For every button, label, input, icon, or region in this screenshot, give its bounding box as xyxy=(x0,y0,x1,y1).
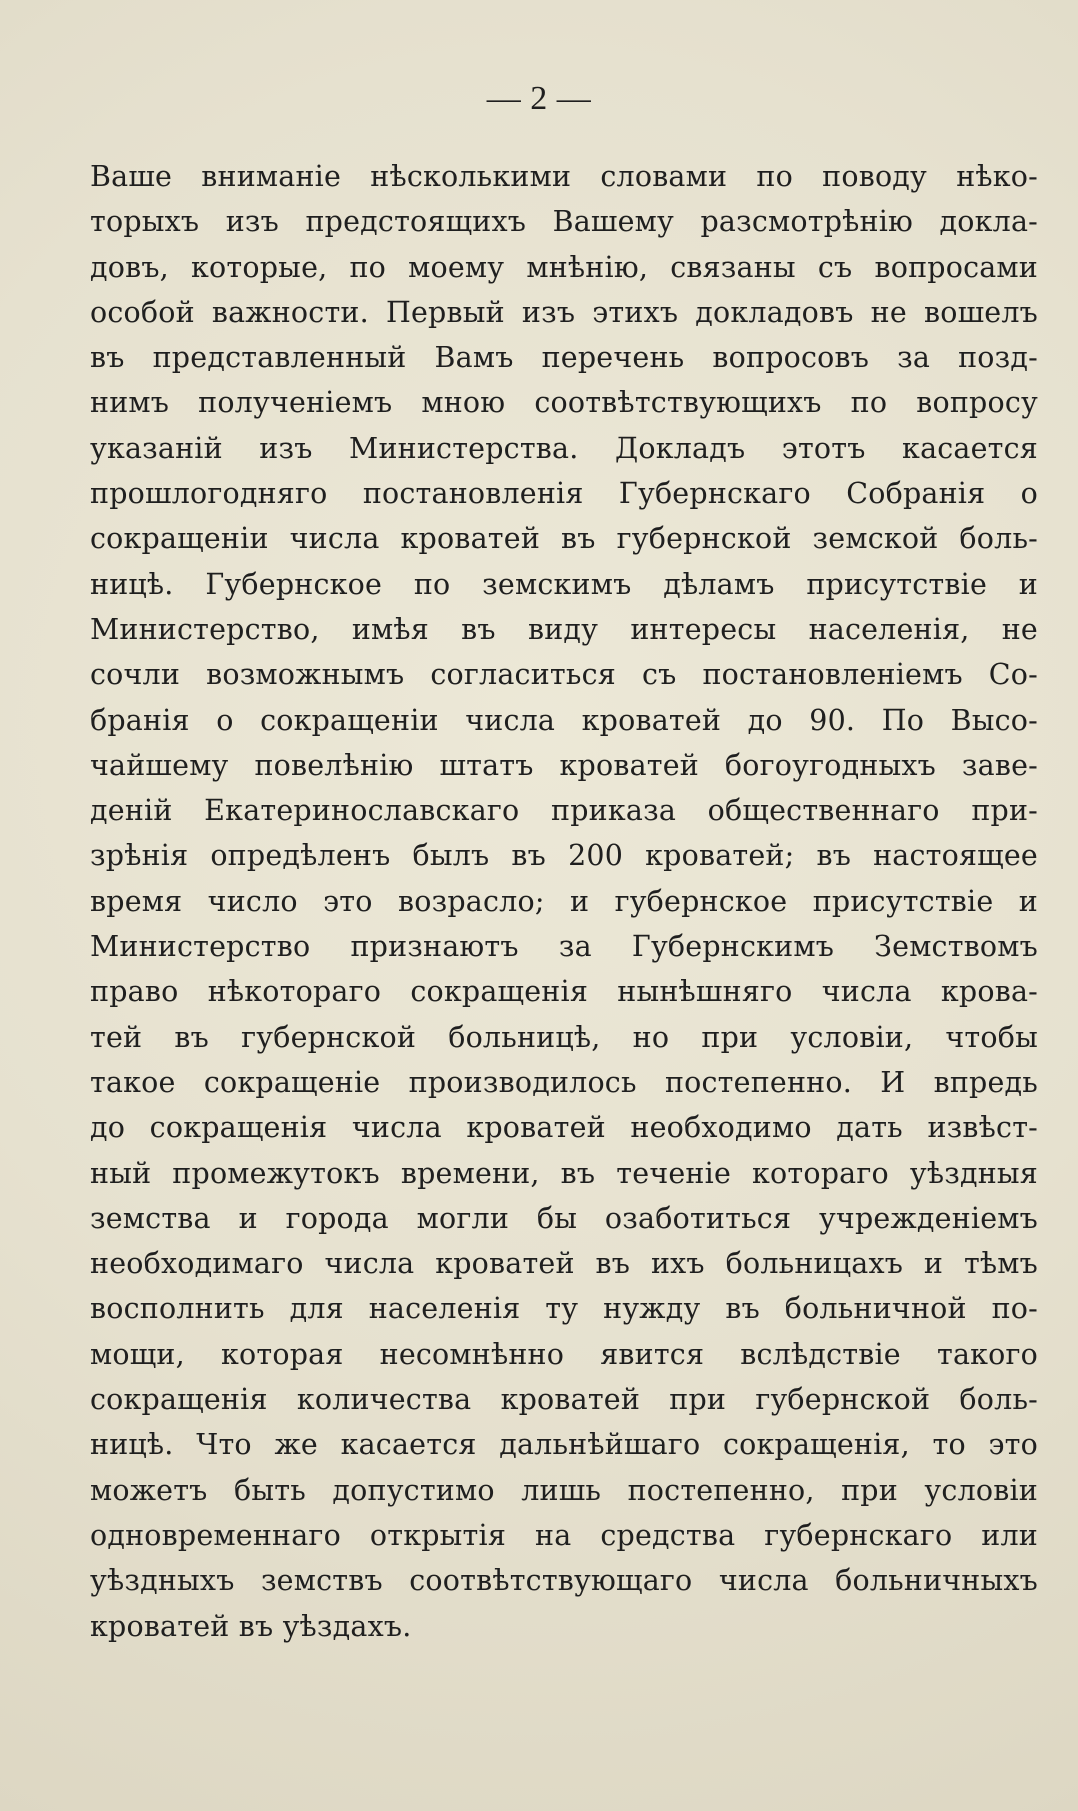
text-line: указаній изъ Министерства. Докладъ этотъ касается xyxy=(90,431,1038,465)
text-line: деній Екатеринославскаго приказа общественнаго при- xyxy=(90,794,1038,828)
text-line: уѣздныхъ земствъ соотвѣтствующаго числа больничныхъ xyxy=(90,1564,1038,1598)
text-line: Министерство, имѣя въ виду интересы населенія, не xyxy=(90,612,1038,646)
text-line: до сокращенія числа кроватей необходимо дать извѣст- xyxy=(90,1111,1038,1145)
text-line: въ представленный Вамъ перечень вопросовъ за позд- xyxy=(90,341,1038,375)
text-line: Министерство признаютъ за Губернскимъ Земствомъ xyxy=(90,930,1038,964)
text-line: необходимаго числа кроватей въ ихъ больницахъ и тѣмъ xyxy=(90,1247,1038,1281)
text-line: время число это возрасло; и губернское присутствіе и xyxy=(90,884,1038,918)
text-line: Ваше вниманіе нѣсколькими словами по поводу нѣко- xyxy=(90,160,1038,193)
text-line: торыхъ изъ предстоящихъ Вашему разсмотрѣнію докла- xyxy=(90,205,1038,239)
text-line: земства и города могли бы озаботиться учрежденіемъ xyxy=(90,1201,1038,1235)
text-line: нимъ полученіемъ мною соотвѣтствующихъ по вопросу xyxy=(90,386,1038,420)
body-text xyxy=(90,154,1038,1649)
text-line: право нѣкотораго сокращенія нынѣшняго числа крова- xyxy=(90,975,1038,1009)
text-line: сокращеніи числа кроватей въ губернской земской боль- xyxy=(90,522,1038,556)
text-line: прошлогодняго постановленія Губернскаго Собранія о xyxy=(90,477,1038,511)
text-line: бранія о сокращеніи числа кроватей до 90. По Высо- xyxy=(90,703,1038,737)
text-line: сочли возможнымъ согласиться съ постановленіемъ Со- xyxy=(90,658,1038,692)
text-line: ницѣ. Что же касается дальнѣйшаго сокращенія, то это xyxy=(90,1428,1038,1462)
text-line: сокращенія количества кроватей при губернской боль- xyxy=(90,1383,1038,1417)
text-line: можетъ быть допустимо лишь постепенно, при условіи xyxy=(90,1473,1038,1507)
text-line: кроватей въ уѣздахъ. xyxy=(90,1609,412,1643)
text-line: мощи, которая несомнѣнно явится вслѣдствіе такого xyxy=(90,1337,1038,1371)
text-line: тей въ губернской больницѣ, но при условіи, чтобы xyxy=(90,1020,1038,1054)
page-number: — 2 — xyxy=(486,80,592,117)
text-line: одновременнаго открытія на средства губернскаго или xyxy=(90,1518,1038,1552)
text-line: такое сокращеніе производилось постепенно. И впредь xyxy=(90,1065,1038,1099)
text-line: ный промежутокъ времени, въ теченіе котораго уѣздныя xyxy=(90,1156,1038,1190)
text-line: ницѣ. Губернское по земскимъ дѣламъ присутствіе и xyxy=(90,567,1038,601)
text-line: чайшему повелѣнію штатъ кроватей богоугодныхъ заве- xyxy=(90,748,1038,782)
text-line: довъ, которые, по моему мнѣнію, связаны съ вопросами xyxy=(90,250,1038,284)
text-line: зрѣнія опредѣленъ былъ въ 200 кроватей; въ настоящее xyxy=(90,839,1038,873)
text-line: особой важности. Первый изъ этихъ докладовъ не вошелъ xyxy=(90,295,1038,329)
text-line: восполнить для населенія ту нужду въ больничной по- xyxy=(90,1292,1038,1326)
